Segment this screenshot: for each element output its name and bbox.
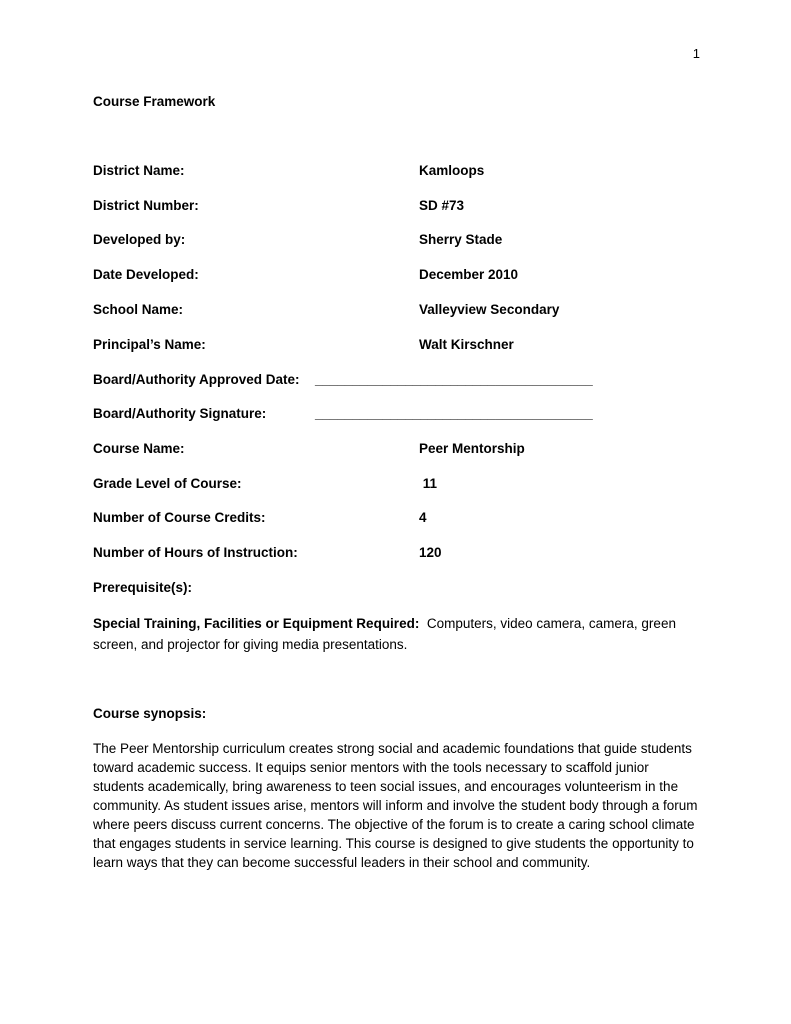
field-course-name [93, 441, 703, 461]
field-school-name [93, 302, 703, 322]
field-district-name [93, 163, 703, 183]
field-label: District Name: [93, 163, 185, 178]
field-label: Principal’s Name: [93, 337, 206, 352]
field-label: Number of Course Credits: [93, 510, 266, 525]
field-board-approved-date [93, 372, 703, 392]
field-label: Developed by: [93, 232, 186, 247]
field-value: 11 [419, 476, 438, 491]
field-value: Kamloops [419, 163, 485, 178]
field-label: Prerequisite(s): [93, 580, 193, 595]
synopsis-text: The Peer Mentorship curriculum creates strong social and academic foundations that guide students toward academic success. It equips senior mentors with the tools necessary to scaffold junior students academically, bring awareness to teen social issues, and encourages volunteerism in the community. As student issues arise, mentors will inform and involve the student body through a forum where peers discuss current concerns. The objective of the forum is to create a caring school climate that engages students in service learning. This course is designed to give students the opportunity to learn ways that they can become successful leaders in their school and community. [93, 741, 698, 870]
field-label: Board/Authority Signature: [93, 406, 267, 421]
page-number: 1 [692, 46, 700, 61]
field-label: Board/Authority Approved Date: [93, 372, 300, 387]
special-training-text: Computers, video camera, camera, green screen, and projector for giving media presentations. [93, 616, 676, 652]
field-grade-level [93, 476, 703, 496]
field-value: Sherry Stade [419, 232, 503, 247]
field-district-number [93, 198, 703, 218]
special-training-paragraph [93, 613, 698, 655]
field-date-developed [93, 267, 703, 287]
field-label: District Number: [93, 198, 199, 213]
field-board-signature [93, 406, 703, 426]
field-value: 4 [419, 510, 427, 525]
synopsis-heading: Course synopsis: [93, 706, 207, 721]
signature-blank-line: _____________________________________ [315, 406, 593, 421]
field-value: Peer Mentorship [419, 441, 525, 456]
field-value: December 2010 [419, 267, 519, 282]
field-developed-by [93, 232, 703, 252]
field-hours-instruction [93, 545, 703, 565]
field-label: Grade Level of Course: [93, 476, 242, 491]
field-value: Valleyview Secondary [419, 302, 560, 317]
field-value: SD #73 [419, 198, 465, 213]
field-course-credits [93, 510, 703, 530]
field-label: Course Name: [93, 441, 185, 456]
field-label: School Name: [93, 302, 184, 317]
signature-blank-line: _____________________________________ [315, 372, 593, 387]
special-training-label: Special Training, Facilities or Equipment Required: [93, 616, 420, 631]
document-title: Course Framework [93, 94, 216, 109]
field-value: Walt Kirschner [419, 337, 514, 352]
field-prerequisites [93, 580, 703, 600]
field-value: 120 [419, 545, 442, 560]
field-principal-name [93, 337, 703, 357]
field-label: Date Developed: [93, 267, 199, 282]
field-label: Number of Hours of Instruction: [93, 545, 298, 560]
